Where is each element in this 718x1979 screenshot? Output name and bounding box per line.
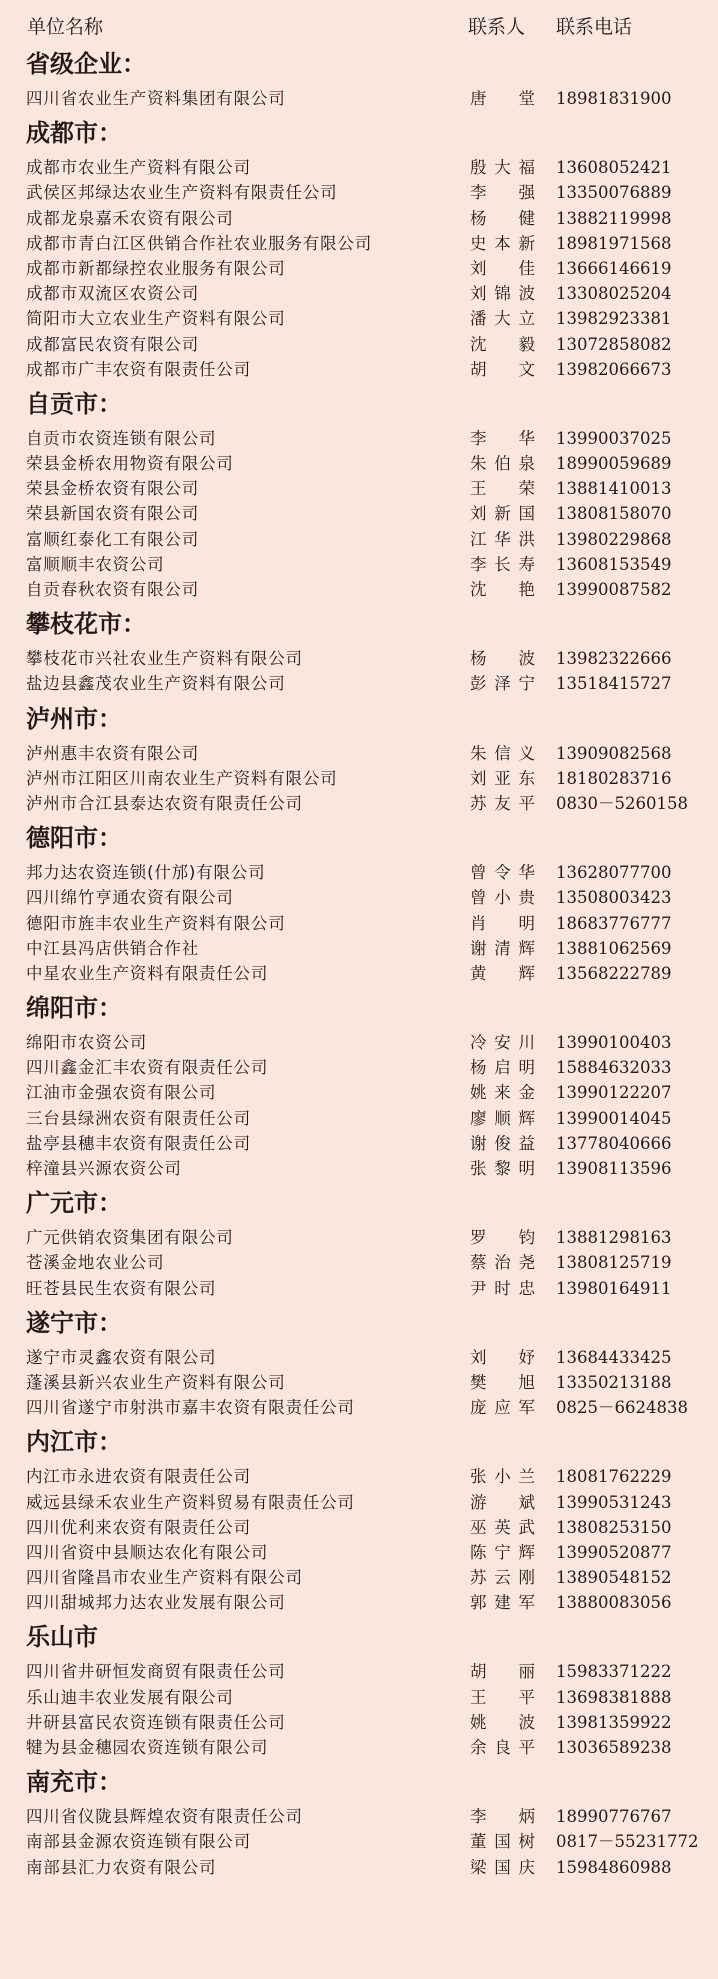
company-name: 邦力达农资连锁(什邡)有限公司 — [26, 863, 266, 883]
phone-number: 13990531243 — [556, 1492, 672, 1512]
contact-person: 罗 钧 — [470, 1228, 536, 1248]
contact-person: 朱信义 — [470, 743, 536, 763]
company-name: 四川省农业生产资料集团有限公司 — [26, 89, 286, 108]
phone-number: 13990014045 — [556, 1108, 672, 1128]
company-name: 梓潼县兴源农资公司 — [26, 1159, 182, 1178]
list-item — [0, 791, 718, 816]
list-item — [0, 741, 718, 766]
contact-person: 刘亚东 — [470, 768, 536, 788]
list-item — [0, 1156, 718, 1181]
contact-person: 蔡治尧 — [470, 1253, 536, 1273]
region-title: 省级企业： — [26, 50, 146, 78]
company-name: 内江市永进农资有限责任公司 — [26, 1467, 251, 1487]
phone-number: 13881410013 — [556, 479, 672, 499]
list-item — [0, 552, 718, 577]
contact-person: 郭建军 — [470, 1593, 536, 1613]
company-name: 四川省资中县顺达农化有限公司 — [26, 1542, 269, 1562]
list-item — [0, 1080, 718, 1105]
region-section — [0, 1305, 718, 1421]
company-name: 成都龙泉嘉禾农资有限公司 — [26, 208, 234, 228]
contact-person: 肖 明 — [470, 913, 536, 933]
phone-number: 13980229868 — [556, 529, 672, 549]
phone-number: 18683776777 — [556, 913, 672, 933]
phone-number: 13990100403 — [556, 1033, 672, 1053]
list-item — [0, 281, 718, 306]
contact-person: 苏云刚 — [470, 1568, 536, 1588]
company-name: 四川省隆昌市农业生产资料有限公司 — [26, 1568, 303, 1588]
contact-person: 谢俊益 — [470, 1133, 536, 1153]
phone-number: 0830－5260158 — [556, 793, 688, 813]
company-name: 泸州惠丰农资有限公司 — [26, 743, 199, 763]
phone-number: 13608052421 — [556, 158, 672, 178]
phone-number: 13350213188 — [556, 1372, 672, 1392]
company-name: 富顺红泰化工有限公司 — [26, 529, 199, 549]
list-item — [0, 1345, 718, 1370]
company-name: 江油市金强农资有限公司 — [26, 1083, 217, 1103]
contact-person: 江华洪 — [470, 529, 536, 549]
company-name: 四川甜城邦力达农业发展有限公司 — [26, 1593, 286, 1613]
company-name: 成都市农业生产资料有限公司 — [26, 158, 251, 178]
list-item — [0, 1659, 718, 1684]
list-item — [0, 1565, 718, 1590]
list-item — [0, 1225, 718, 1250]
region-section — [0, 1185, 718, 1301]
phone-number: 13568222789 — [556, 963, 672, 983]
region-section — [0, 820, 718, 986]
contact-person: 廖顺辉 — [470, 1108, 536, 1128]
contact-person: 谢清辉 — [470, 938, 536, 958]
contact-column-header: 联系人 — [468, 16, 526, 38]
phone-number: 18981831900 — [556, 89, 672, 108]
contact-person: 李长寿 — [470, 554, 536, 574]
contact-person: 朱伯泉 — [470, 454, 536, 474]
contact-person: 梁国庆 — [470, 1857, 536, 1877]
phone-number: 13908113596 — [556, 1159, 672, 1178]
phone-number: 13982923381 — [556, 309, 672, 329]
phone-column-header: 联系电话 — [556, 16, 633, 38]
company-name: 成都市青白江区供销合作社农业服务有限公司 — [26, 233, 372, 253]
contact-person: 沈 艳 — [470, 580, 536, 599]
contact-person: 张小兰 — [470, 1467, 536, 1487]
list-item — [0, 231, 718, 256]
list-item — [0, 426, 718, 451]
contact-person: 刘 妤 — [470, 1347, 536, 1367]
company-name: 三台县绿洲农资有限责任公司 — [26, 1108, 251, 1128]
company-name: 盐亭县穗丰农资有限责任公司 — [26, 1133, 251, 1153]
region-section — [0, 46, 718, 111]
phone-number: 13990037025 — [556, 428, 672, 448]
contact-person: 杨 波 — [470, 649, 536, 669]
list-item — [0, 155, 718, 180]
company-name: 四川省仪陇县辉煌农资有限责任公司 — [26, 1807, 303, 1827]
region-title: 泸州市： — [26, 704, 122, 733]
list-item — [0, 256, 718, 281]
list-item — [0, 1370, 718, 1395]
phone-number: 13308025204 — [556, 284, 672, 304]
region-title: 广元市： — [26, 1189, 122, 1218]
contact-person: 陈宁辉 — [470, 1542, 536, 1562]
contact-person: 潘大立 — [470, 309, 536, 329]
phone-number: 13778040666 — [556, 1133, 672, 1153]
phone-number: 18180283716 — [556, 768, 672, 788]
contact-person: 李 强 — [470, 183, 536, 203]
contact-person: 刘 佳 — [470, 258, 536, 278]
company-name: 四川省井研恒发商贸有限责任公司 — [26, 1662, 286, 1682]
contact-person: 唐 堂 — [470, 89, 536, 108]
phone-number: 13518415727 — [556, 674, 672, 694]
list-item — [0, 1131, 718, 1156]
contact-person: 胡 丽 — [470, 1662, 536, 1682]
phone-number: 0825－6624838 — [556, 1398, 688, 1418]
company-name: 武侯区邦绿达农业生产资料有限责任公司 — [26, 183, 338, 203]
contact-person: 胡 文 — [470, 359, 536, 379]
list-item — [0, 357, 718, 382]
region-section — [0, 990, 718, 1181]
company-name: 盐边县鑫茂农业生产资料有限公司 — [26, 674, 286, 694]
company-name: 蓬溪县新兴农业生产资料有限公司 — [26, 1372, 286, 1392]
contact-person: 杨 健 — [470, 208, 536, 228]
region-section — [0, 1424, 718, 1615]
region-section — [0, 701, 718, 817]
list-item — [0, 1710, 718, 1735]
list-item — [0, 936, 718, 961]
phone-number: 13981359922 — [556, 1712, 672, 1732]
company-name: 南部县汇力农资有限公司 — [26, 1857, 217, 1877]
phone-number: 18990059689 — [556, 454, 672, 474]
list-item — [0, 1276, 718, 1301]
list-item — [0, 671, 718, 696]
company-name: 犍为县金穗园农资连锁有限公司 — [26, 1738, 269, 1757]
phone-number: 13508003423 — [556, 888, 672, 908]
list-item — [0, 501, 718, 526]
contact-person: 王 荣 — [470, 479, 536, 499]
contact-person: 樊 旭 — [470, 1372, 536, 1392]
region-section — [0, 115, 718, 382]
phone-number: 13982322666 — [556, 649, 672, 669]
phone-number: 13882119998 — [556, 208, 672, 228]
phone-number: 18081762229 — [556, 1467, 672, 1487]
list-item — [0, 766, 718, 791]
region-title: 遂宁市： — [26, 1308, 122, 1337]
contact-person: 沈 毅 — [470, 334, 536, 354]
company-name: 四川优利来农资有限责任公司 — [26, 1517, 251, 1537]
company-name: 泸州市江阳区川南农业生产资料有限公司 — [26, 768, 338, 788]
region-title: 攀枝花市： — [26, 610, 146, 639]
company-name: 富顺顺丰农资公司 — [26, 554, 165, 574]
list-item — [0, 1030, 718, 1055]
phone-number: 13881298163 — [556, 1228, 672, 1248]
region-title: 成都市： — [26, 119, 122, 148]
contact-person: 王 平 — [470, 1687, 536, 1707]
company-name: 成都市广丰农资有限责任公司 — [26, 359, 251, 379]
phone-number: 0817－55231772 — [556, 1832, 699, 1852]
list-item — [0, 1490, 718, 1515]
company-name: 四川绵竹亨通农资有限公司 — [26, 888, 234, 908]
list-item — [0, 1855, 718, 1880]
phone-number: 13990122207 — [556, 1083, 672, 1103]
region-list — [0, 46, 718, 1880]
phone-number: 13909082568 — [556, 743, 672, 763]
company-column-header: 单位名称 — [27, 16, 104, 38]
contact-person: 姚来金 — [470, 1083, 536, 1103]
company-name: 绵阳市农资公司 — [26, 1033, 148, 1053]
column-header-row — [0, 12, 718, 42]
list-item — [0, 1829, 718, 1854]
list-item — [0, 1735, 718, 1760]
contact-person: 李 华 — [470, 428, 536, 448]
contact-person: 尹时忠 — [470, 1278, 536, 1298]
phone-number: 13881062569 — [556, 938, 672, 958]
company-name: 乐山迪丰农业发展有限公司 — [26, 1687, 234, 1707]
list-item — [0, 1395, 718, 1420]
list-item — [0, 1464, 718, 1489]
company-name: 攀枝花市兴社农业生产资料有限公司 — [26, 649, 303, 669]
company-name: 中星农业生产资料有限责任公司 — [26, 963, 269, 983]
phone-number: 15983371222 — [556, 1662, 672, 1682]
list-item — [0, 1250, 718, 1275]
company-name: 成都市双流区农资公司 — [26, 284, 199, 304]
company-name: 荣县新国农资有限公司 — [26, 504, 199, 524]
phone-number: 13808253150 — [556, 1517, 672, 1537]
contact-person: 曾令华 — [470, 863, 536, 883]
phone-number: 13980164911 — [556, 1278, 672, 1298]
company-name: 荣县金桥农资有限公司 — [26, 479, 199, 499]
contact-person: 董国树 — [470, 1832, 536, 1852]
region-title: 乐山市 — [26, 1623, 98, 1652]
list-item — [0, 1515, 718, 1540]
contact-person: 余良平 — [470, 1738, 536, 1757]
region-section — [0, 1619, 718, 1760]
list-item — [0, 451, 718, 476]
list-item — [0, 86, 718, 111]
contact-person: 黄 辉 — [470, 963, 536, 983]
phone-number: 13990520877 — [556, 1542, 672, 1562]
company-name: 南部县金源农资连锁有限公司 — [26, 1832, 251, 1852]
list-item — [0, 206, 718, 231]
list-item — [0, 180, 718, 205]
contact-person: 曾小贵 — [470, 888, 536, 908]
list-item — [0, 1106, 718, 1131]
phone-number: 13880083056 — [556, 1593, 672, 1613]
phone-number: 13982066673 — [556, 359, 672, 379]
contact-person: 刘新国 — [470, 504, 536, 524]
list-item — [0, 646, 718, 671]
phone-number: 13698381888 — [556, 1687, 672, 1707]
company-name: 四川省遂宁市射洪市嘉丰农资有限责任公司 — [26, 1398, 355, 1418]
phone-number: 13990087582 — [556, 580, 672, 599]
list-item — [0, 911, 718, 936]
company-name: 威远县绿禾农业生产资料贸易有限责任公司 — [26, 1492, 355, 1512]
phone-number: 13666146619 — [556, 258, 672, 278]
region-section — [0, 1764, 718, 1880]
contact-person: 李 炳 — [470, 1807, 536, 1827]
phone-number: 13808158070 — [556, 504, 672, 524]
region-title: 内江市： — [26, 1428, 122, 1457]
contact-person: 张黎明 — [470, 1159, 536, 1178]
region-title: 绵阳市： — [26, 994, 122, 1023]
phone-number: 18990776767 — [556, 1807, 672, 1827]
phone-number: 13608153549 — [556, 554, 672, 574]
company-name: 自贡市农资连锁有限公司 — [26, 428, 217, 448]
phone-number: 15984860988 — [556, 1857, 672, 1877]
region-title: 自贡市： — [26, 389, 122, 418]
contact-person: 姚 波 — [470, 1712, 536, 1732]
phone-number: 13890548152 — [556, 1568, 672, 1588]
company-name: 井研县富民农资连锁有限责任公司 — [26, 1712, 286, 1732]
company-name: 广元供销农资集团有限公司 — [26, 1228, 234, 1248]
company-name: 德阳市旌丰农业生产资料有限公司 — [26, 913, 286, 933]
company-name: 苍溪金地农业公司 — [26, 1253, 165, 1273]
list-item — [0, 577, 718, 602]
region-section — [0, 606, 718, 696]
phone-number: 18981971568 — [556, 233, 672, 253]
contact-person: 彭泽宁 — [470, 674, 536, 694]
list-item — [0, 1590, 718, 1615]
list-item — [0, 306, 718, 331]
phone-number: 13808125719 — [556, 1253, 672, 1273]
company-name: 泸州市合江县泰达农资有限责任公司 — [26, 793, 303, 813]
company-name: 旺苍县民生农资有限公司 — [26, 1278, 217, 1298]
region-section — [0, 386, 718, 602]
region-title: 德阳市： — [26, 824, 122, 853]
contact-person: 殷大福 — [470, 158, 536, 178]
phone-number: 13072858082 — [556, 334, 672, 354]
company-name: 荣县金桥农用物资有限公司 — [26, 454, 234, 474]
list-item — [0, 860, 718, 885]
contact-person: 史本新 — [470, 233, 536, 253]
list-item — [0, 1055, 718, 1080]
contact-person: 游 斌 — [470, 1492, 536, 1512]
list-item — [0, 1540, 718, 1565]
phone-number: 13036589238 — [556, 1738, 672, 1757]
contact-person: 庞应军 — [470, 1398, 536, 1418]
company-name: 自贡春秋农资有限公司 — [26, 580, 199, 599]
phone-number: 15884632033 — [556, 1058, 672, 1078]
company-name: 四川鑫金汇丰农资有限责任公司 — [26, 1058, 269, 1078]
list-item — [0, 332, 718, 357]
contact-person: 巫英武 — [470, 1517, 536, 1537]
contact-person: 苏友平 — [470, 793, 536, 813]
phone-number: 13684433425 — [556, 1347, 672, 1367]
contact-person: 冷安川 — [470, 1033, 536, 1053]
list-item — [0, 527, 718, 552]
phone-number: 13628077700 — [556, 863, 672, 883]
list-item — [0, 1685, 718, 1710]
list-item — [0, 1804, 718, 1829]
company-name: 中江县冯店供销合作社 — [26, 938, 199, 958]
contact-person: 杨启明 — [470, 1058, 536, 1078]
company-name: 简阳市大立农业生产资料有限公司 — [26, 309, 286, 329]
list-item — [0, 961, 718, 986]
region-title: 南充市： — [26, 1768, 122, 1797]
company-name: 成都富民农资有限公司 — [26, 334, 199, 354]
company-name: 成都市新都绿控农业服务有限公司 — [26, 258, 286, 278]
contact-person: 刘锦波 — [470, 284, 536, 304]
list-item — [0, 885, 718, 910]
list-item — [0, 476, 718, 501]
phone-number: 13350076889 — [556, 183, 672, 203]
company-name: 遂宁市灵鑫农资有限公司 — [26, 1347, 217, 1367]
